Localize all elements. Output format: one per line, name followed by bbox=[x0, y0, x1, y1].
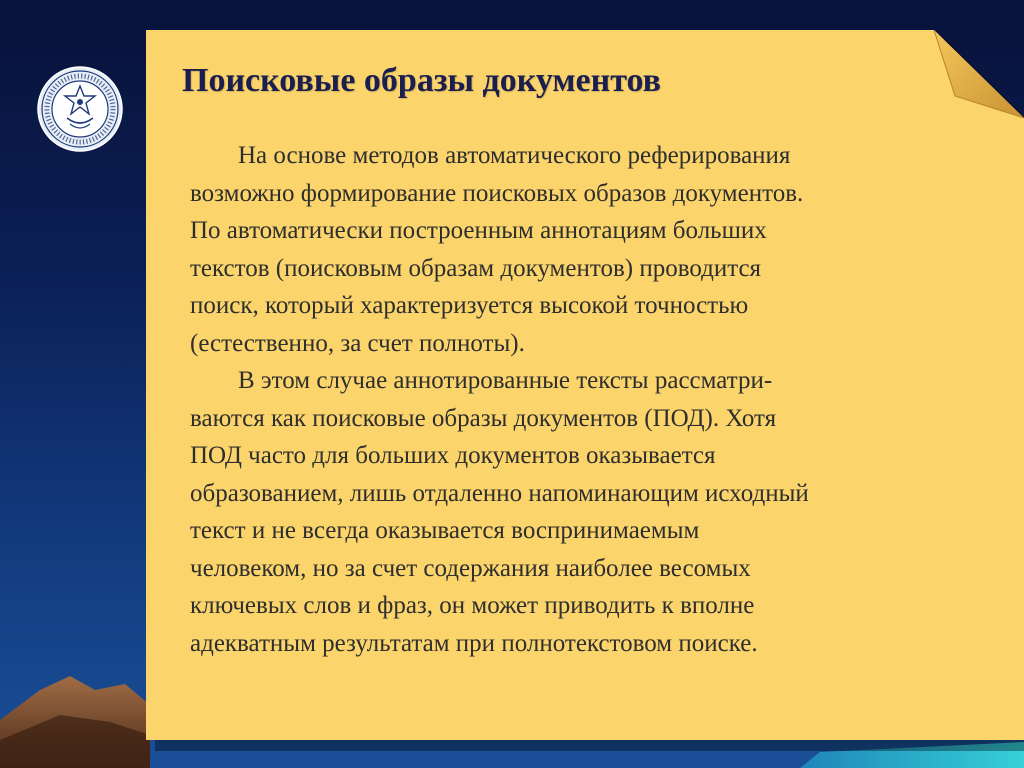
paragraph-2-line: ПОД часто для больших документов оказывается bbox=[190, 442, 716, 469]
paragraph-1-line: На основе методов автоматического реферирования bbox=[238, 142, 791, 169]
paragraph-2-line: адекватным результатам при полнотекстовом поиске. bbox=[190, 629, 758, 657]
paragraph-2-line: человеком, но за счет содержания наиболее весомых bbox=[190, 554, 751, 582]
paragraph-1-line: текстов (поисковым образам документов) проводится bbox=[190, 254, 762, 282]
paragraph-2-line: В этом случае аннотированные тексты рассматри- bbox=[238, 367, 773, 394]
paragraph-1-line: По автоматически построенным аннотациям больших bbox=[190, 217, 767, 244]
slide-body bbox=[190, 137, 980, 662]
paragraph-1-line: (естественно, за счет полноты). bbox=[190, 329, 525, 357]
paragraph-2-line: образованием, лишь отдаленно напоминающим исходный bbox=[190, 479, 809, 507]
paragraph-1-line: поиск, который характеризуется высокой точностью bbox=[190, 292, 749, 319]
paragraph-2-line: текст и не всегда оказывается воспринимаемым bbox=[190, 517, 700, 544]
paragraph-1-line: возможно формирование поисковых образов документов. bbox=[190, 179, 804, 207]
paragraph-2-line: ваются как поисковые образы документов (ПОД). Хотя bbox=[190, 404, 777, 432]
slide-title: Поисковые образы документов bbox=[182, 62, 662, 99]
paragraph-2-line: ключевых слов и фраз, он может приводить к вполне bbox=[190, 592, 755, 619]
